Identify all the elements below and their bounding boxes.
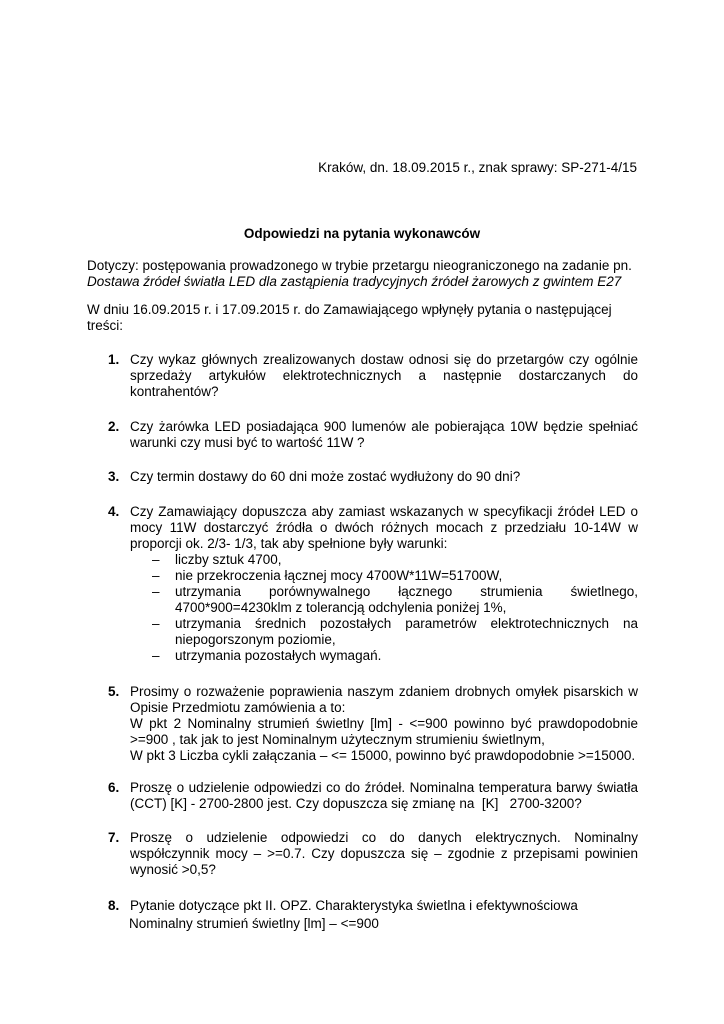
list-item (152, 616, 638, 648)
dash-bullet: – (152, 552, 160, 567)
list-item-text: utrzymania porównywalnego łącznego strumienia świetlnego, (175, 584, 638, 599)
question-item-1 (108, 352, 638, 400)
question-number: 3. (108, 469, 120, 484)
list-item-text: utrzymania średnich pozostałych parametrów elektrotechnicznych na (175, 616, 638, 631)
question-line: (CCT) [K] - 2700-2800 jest. Czy dopuszcza się zmianę na [K] 2700-3200? (130, 796, 582, 811)
list-item-text: 4700*900=4230klm z tolerancją odchylenia poniżej 1%, (175, 600, 507, 615)
question-item-8 (108, 898, 638, 914)
subject-line: Dotyczy: postępowania prowadzonego w trybie przetargu nieograniczonego na zadanie pn. (87, 258, 632, 273)
question-continuation-line: Nominalny strumień świetlny [lm] – <=900 (129, 916, 379, 931)
question-line: wynosić >0,5? (130, 862, 216, 877)
document-title: Odpowiedzi na pytania wykonawców (243, 226, 481, 241)
question-item-5 (108, 684, 638, 764)
question-line: Czy termin dostawy do 60 dni może zostać wydłużony do 90 dni? (130, 469, 521, 484)
question-line: warunki czy musi być to wartość 11W ? (130, 435, 365, 450)
question-line: Czy żarówka LED posiadająca 900 lumenów ale pobierająca 10W będzie spełniać (130, 419, 638, 434)
dash-bullet: – (152, 584, 160, 599)
dash-bullet: – (152, 568, 160, 583)
list-item-text: utrzymania pozostałych wymagań. (175, 648, 382, 663)
question-number: 8. (108, 898, 120, 913)
question-line: W pkt 2 Nominalny strumień świetlny [lm] - <=900 powinno być prawdopodobnie (130, 716, 638, 731)
intro-line: W dniu 16.09.2015 r. i 17.09.2015 r. do Zamawiającego wpłynęły pytania o następującej (87, 302, 612, 317)
intro-line: treści: (87, 318, 124, 333)
question-number: 6. (108, 780, 120, 795)
list-item-text: liczby sztuk 4700, (175, 552, 282, 567)
question-line: współczynnik mocy – >=0.7. Czy dopuszcza się – zgodnie z przepisami powinien (130, 846, 638, 861)
dash-bullet: – (152, 616, 160, 631)
question-line: kontrahentów? (130, 384, 219, 399)
question-line: Prosimy o rozważenie poprawienia naszym zdaniem drobnych omyłek pisarskich w (130, 684, 638, 699)
question-number: 4. (108, 504, 120, 519)
question-item-7 (108, 830, 638, 878)
subject-title-italic: Dostawa źródeł światła LED dla zastąpienia tradycyjnych źródeł żarowych z gwintem E27 (87, 274, 622, 289)
question-line: Proszę o udzielenie odpowiedzi co do danych elektrycznych. Nominalny (130, 830, 638, 845)
question-line: Czy Zamawiający dopuszcza aby zamiast wskazanych w specyfikacji źródeł LED o (130, 504, 638, 519)
question-number: 5. (108, 684, 120, 699)
question-item-3 (108, 469, 638, 485)
question-number: 1. (108, 352, 120, 367)
dash-bullet: – (152, 648, 160, 663)
question-line: W pkt 3 Liczba cykli załączania – <= 15000, powinno być prawdopodobnie >=15000. (130, 748, 636, 763)
question-item-2 (108, 419, 638, 451)
question-line: Czy wykaz głównych zrealizowanych dostaw odnosi się do przetargów czy ogólnie (130, 352, 638, 367)
question-item-6 (108, 780, 638, 812)
question-line: Pytanie dotyczące pkt II. OPZ. Charakterystyka świetlna i efektywnościowa (130, 898, 578, 913)
list-item (152, 648, 638, 664)
list-item (152, 584, 638, 616)
question-line: mocy 11W dostarczyć źródła o dwóch różnych mocach z przedziału 10-14W w (130, 520, 638, 535)
question-number: 2. (108, 419, 120, 434)
question-line: Opisie Przedmiotu zamówienia a to: (130, 700, 346, 715)
question-line: >=900 , tak jak to jest Nominalnym użytecznym strumieniu świetlnym, (130, 732, 545, 747)
question-line: Proszę o udzielenie odpowiedzi co do źródeł. Nominalna temperatura barwy światła (130, 780, 638, 795)
place-date-reference: Kraków, dn. 18.09.2015 r., znak sprawy: SP-271-4/15 (318, 160, 637, 175)
question-item-4 (108, 504, 638, 664)
question-line: sprzedaży artykułów elektrotechnicznych a następnie dostarczanych do (130, 368, 638, 383)
subject-paragraph (87, 258, 639, 290)
list-item (152, 552, 638, 568)
list-item-text: nie przekroczenia łącznej mocy 4700W*11W=51700W, (175, 568, 503, 583)
question-number: 7. (108, 830, 120, 845)
intro-paragraph (87, 302, 639, 334)
list-item-text: niepogorszonym poziomie, (175, 632, 336, 647)
list-item (152, 568, 638, 584)
conditions-list (130, 552, 638, 664)
question-line: proporcji ok. 2/3- 1/3, tak aby spełnione były warunki: (130, 536, 448, 551)
